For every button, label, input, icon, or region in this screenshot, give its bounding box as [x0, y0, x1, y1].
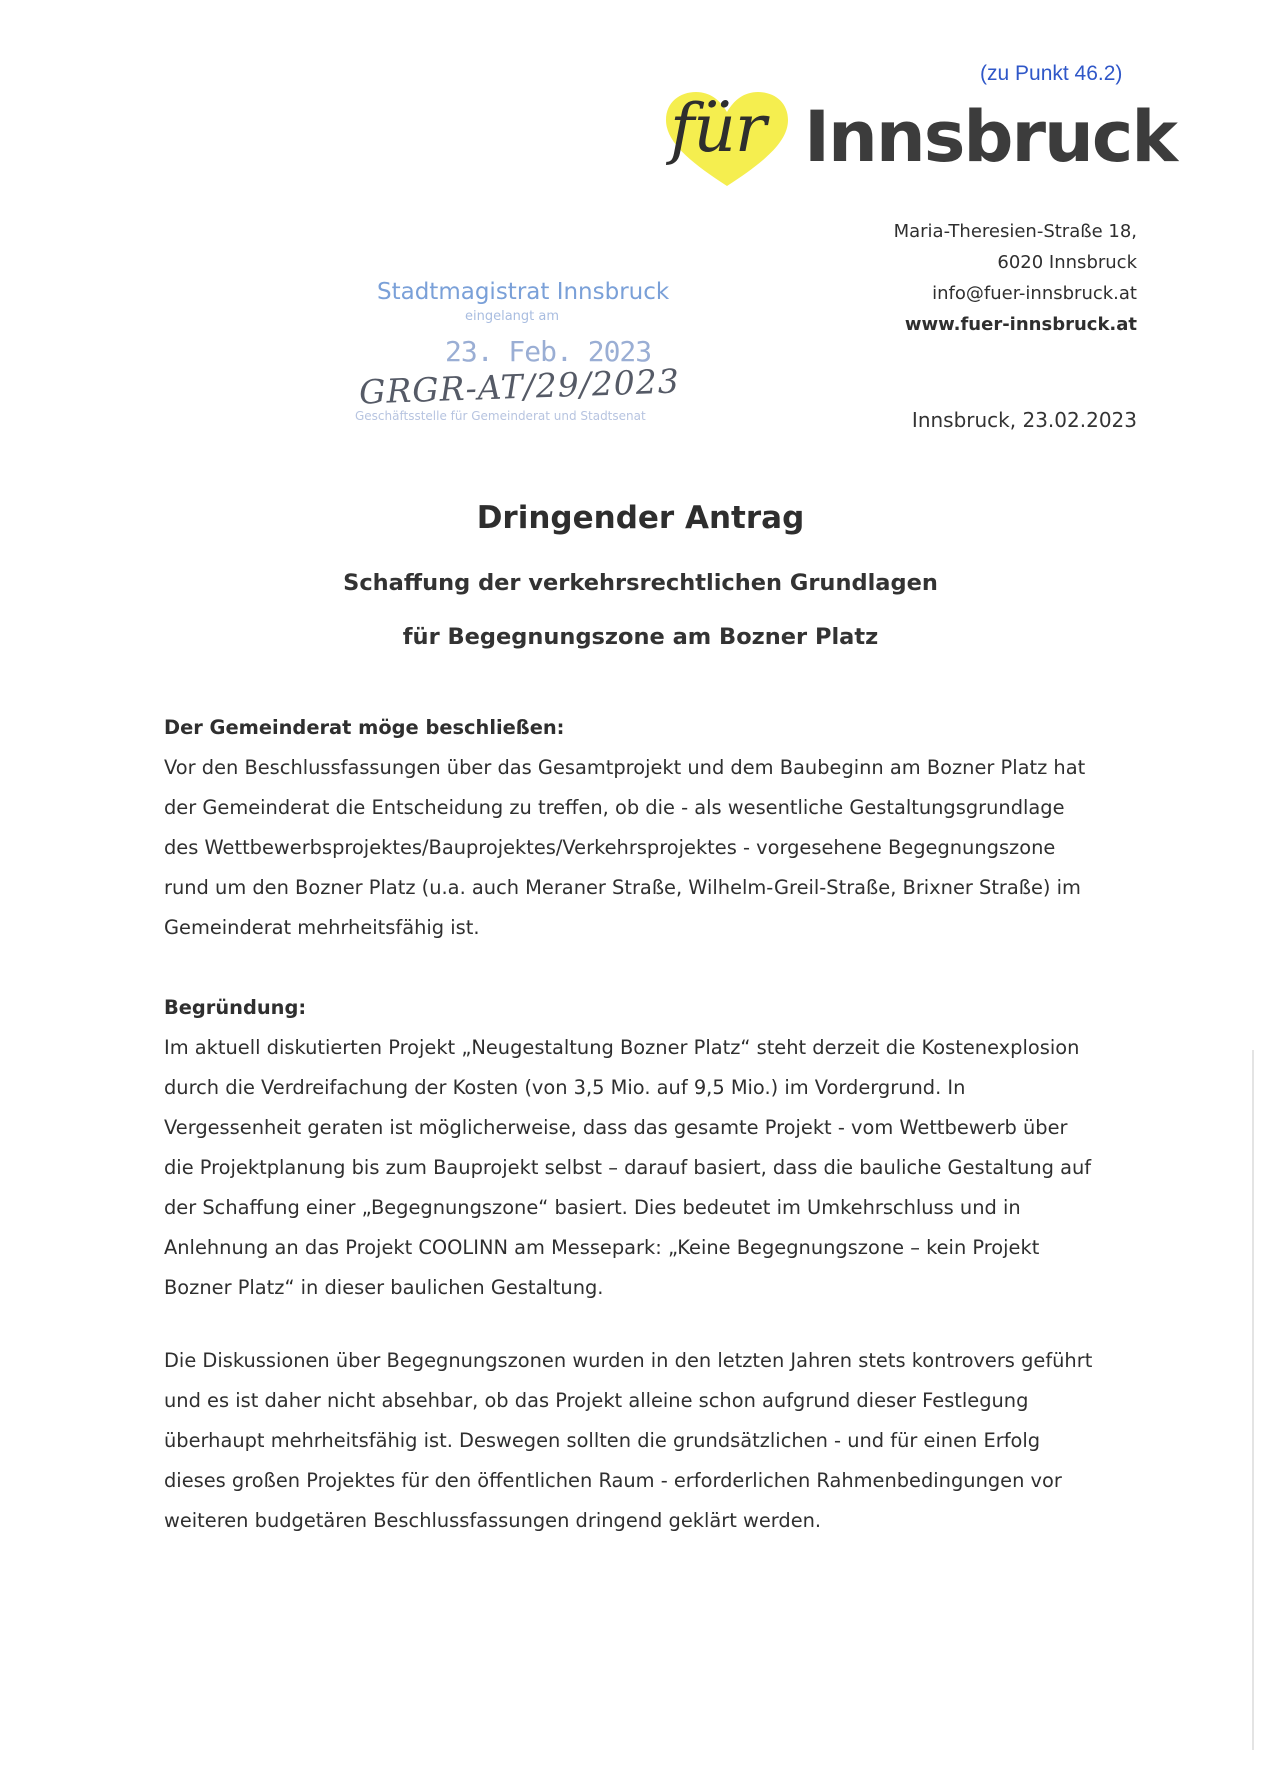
stamp-authority: Stadtmagistrat Innsbruck: [377, 279, 670, 305]
reasoning-line: Im aktuell diskutierten Projekt „Neugestaltung Bozner Platz“ steht derzeit die Kostenexplosion: [164, 1036, 1080, 1059]
stamp-received-date: 23. Feb. 2023: [445, 335, 652, 368]
reasoning-line: überhaupt mehrheitsfähig ist. Deswegen sollten die grundsätzlichen - und für einen Erfolg: [164, 1429, 1041, 1452]
reasoning-line: und es ist daher nicht absehbar, ob das Projekt alleine schon aufgrund dieser Festlegung: [164, 1389, 1029, 1412]
reasoning-line: Die Diskussionen über Begegnungszonen wurden in den letzten Jahren stets kontrovers geführt: [164, 1349, 1093, 1372]
document-title: Dringender Antrag: [476, 500, 805, 536]
logo-city-text: Innsbruck: [804, 96, 1176, 178]
reasoning-line: der Schaffung einer „Begegnungszone“ basiert. Dies bedeutet im Umkehrschluss und in: [164, 1196, 1021, 1219]
sender-address: [894, 216, 1137, 340]
reasoning-heading: Begründung:: [164, 996, 307, 1019]
received-stamp: [355, 275, 681, 435]
agenda-reference: (zu Punkt 46.2): [980, 62, 1123, 85]
reasoning-section: [164, 988, 1144, 1308]
address-website: www.fuer-innsbruck.at: [904, 314, 1137, 335]
address-email: info@fuer-innsbruck.at: [932, 283, 1137, 304]
motion-line: Vor den Beschlussfassungen über das Gesamtprojekt und dem Baubeginn am Bozner Platz hat: [164, 756, 1086, 779]
stamp-file-number: GRGR-AT/29/2023: [358, 361, 681, 412]
reasoning-line: Vergessenheit geraten ist möglicherweise, dass das gesamte Projekt - vom Wettbewerb über: [164, 1116, 1068, 1139]
address-street: Maria-Theresien-Straße 18,: [893, 221, 1137, 242]
reasoning-line: die Projektplanung bis zum Bauprojekt selbst – darauf basiert, dass die bauliche Gestaltung auf: [164, 1156, 1092, 1179]
logo-fuer-text: für: [670, 90, 766, 167]
motion-line: der Gemeinderat die Entscheidung zu treffen, ob die - als wesentliche Gestaltungsgrundlage: [164, 796, 1065, 819]
reasoning-paragraph-2: [164, 1341, 1144, 1541]
subtitle-line-2: für Begegnungszone am Bozner Platz: [402, 624, 879, 650]
address-postal-city: 6020 Innsbruck: [997, 252, 1137, 273]
subtitle-line-1: Schaffung der verkehrsrechtlichen Grundlagen: [343, 570, 938, 596]
stamp-received-label: eingelangt am: [465, 309, 560, 324]
motion-line: rund um den Bozner Platz (u.a. auch Meraner Straße, Wilhelm-Greil-Straße, Brixner Straße) im: [164, 876, 1081, 899]
motion-section: [164, 708, 1144, 948]
fuer-innsbruck-logo: [662, 88, 1176, 198]
motion-line: des Wettbewerbsprojektes/Bauprojektes/Verkehrsprojektes - vorgesehene Begegnungszone: [164, 836, 1056, 859]
reasoning-line: Anlehnung an das Projekt COOLINN am Messepark: „Keine Begegnungszone – kein Projekt: [164, 1236, 1040, 1259]
date-line: Innsbruck, 23.02.2023: [911, 408, 1137, 432]
motion-heading: Der Gemeinderat möge beschließen:: [164, 716, 565, 739]
reasoning-line: weiteren budgetären Beschlussfassungen dringend geklärt werden.: [164, 1509, 822, 1532]
reasoning-line: dieses großen Projektes für den öffentlichen Raum - erforderlichen Rahmenbedingungen vor: [164, 1469, 1062, 1492]
reasoning-line: Bozner Platz“ in dieser baulichen Gestaltung.: [164, 1276, 604, 1299]
stamp-office: Geschäftsstelle für Gemeinderat und Stadtsenat: [355, 409, 646, 423]
reasoning-line: durch die Verdreifachung der Kosten (von 3,5 Mio. auf 9,5 Mio.) im Vordergrund. In: [164, 1076, 966, 1099]
motion-line: Gemeinderat mehrheitsfähig ist.: [164, 916, 480, 939]
scan-edge-shadow: [1252, 1050, 1254, 1750]
